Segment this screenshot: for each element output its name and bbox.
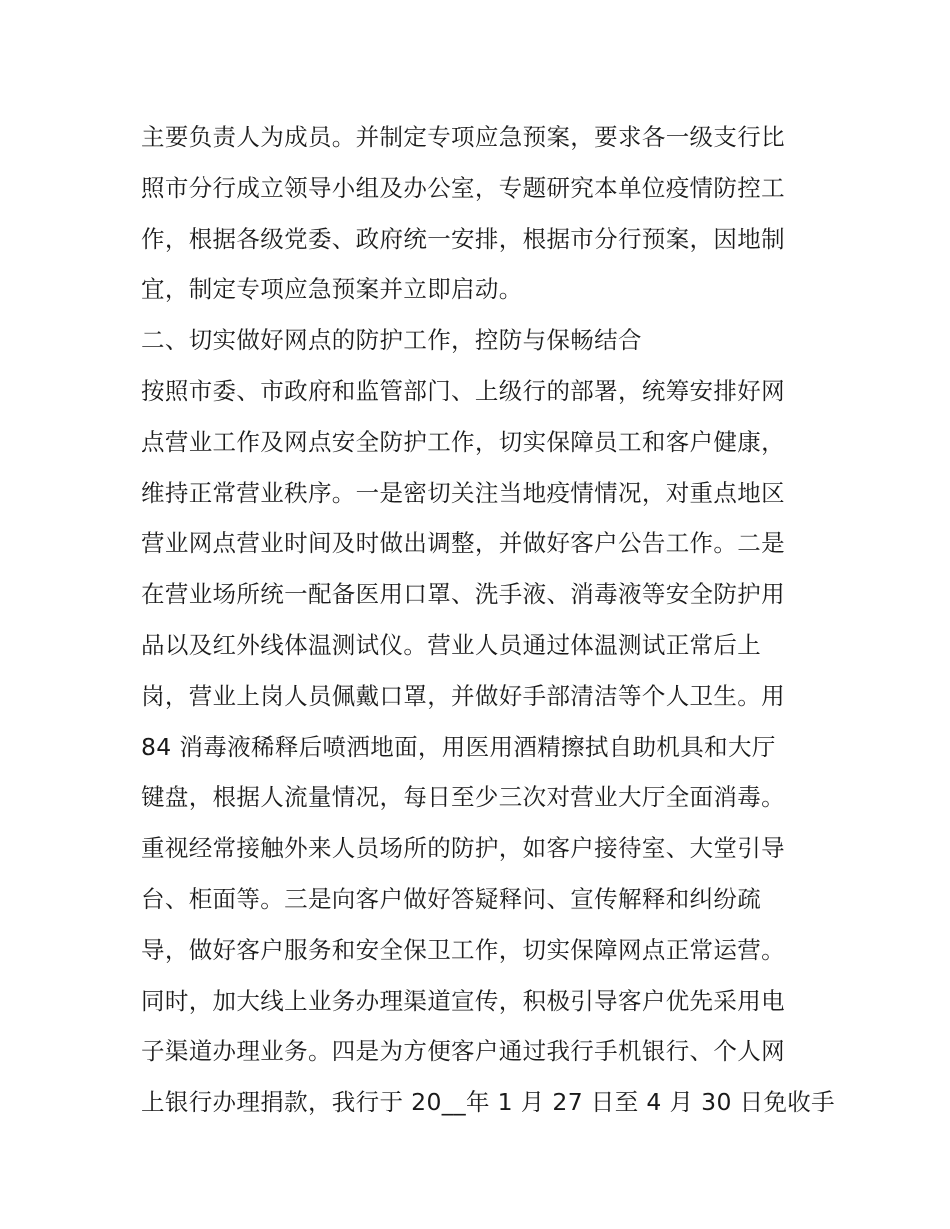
text-line: 重视经常接触外来人员场所的防护，如客户接待室、大堂引导 [141, 834, 785, 863]
text-line: 岗，营业上岗人员佩戴口罩，并做好手部清洁等个人卫生。用 [141, 681, 785, 710]
text-line: 宜，制定专项应急预案并立即启动。 [141, 275, 523, 304]
text-line: 84 消毒液稀释后喷洒地面，用医用酒精擦拭自助机具和大厅 [141, 732, 776, 761]
text-line: 品以及红外线体温测试仪。营业人员通过体温测试正常后上 [141, 630, 762, 659]
text-line: 维持正常营业秩序。一是密切关注当地疫情情况，对重点地区 [141, 478, 785, 507]
document-body [141, 112, 835, 1128]
text-line: 按照市委、市政府和监管部门、上级行的部署，统筹安排好网 [141, 376, 785, 405]
text-line: 上银行办理捐款，我行于 20__年 1 月 27 日至 4 月 30 日免收手 [141, 1088, 835, 1117]
text-line: 在营业场所统一配备医用口罩、洗手液、消毒液等安全防护用 [141, 580, 785, 609]
text-line: 作，根据各级党委、政府统一安排，根据市分行预案，因地制 [141, 224, 785, 253]
text-line: 营业网点营业时间及时做出调整，并做好客户公告工作。二是 [141, 529, 785, 558]
text-line: 子渠道办理业务。四是为方便客户通过我行手机银行、个人网 [141, 1037, 785, 1066]
text-line: 台、柜面等。三是向客户做好答疑释问、宣传解释和纠纷疏 [141, 884, 762, 913]
text-line: 键盘，根据人流量情况，每日至少三次对营业大厅全面消毒。 [141, 783, 785, 812]
text-line: 照市分行成立领导小组及办公室，专题研究本单位疫情防控工 [141, 173, 785, 202]
text-line: 主要负责人为成员。并制定专项应急预案，要求各一级支行比 [141, 123, 785, 151]
text-line: 同时，加大线上业务办理渠道宣传，积极引导客户优先采用电 [141, 986, 785, 1015]
text-line: 点营业工作及网点安全防护工作，切实保障员工和客户健康， [141, 427, 785, 456]
text-line: 导，做好客户服务和安全保卫工作，切实保障网点正常运营。 [141, 935, 785, 964]
section-heading: 二、切实做好网点的防护工作，控防与保畅结合 [141, 326, 642, 355]
